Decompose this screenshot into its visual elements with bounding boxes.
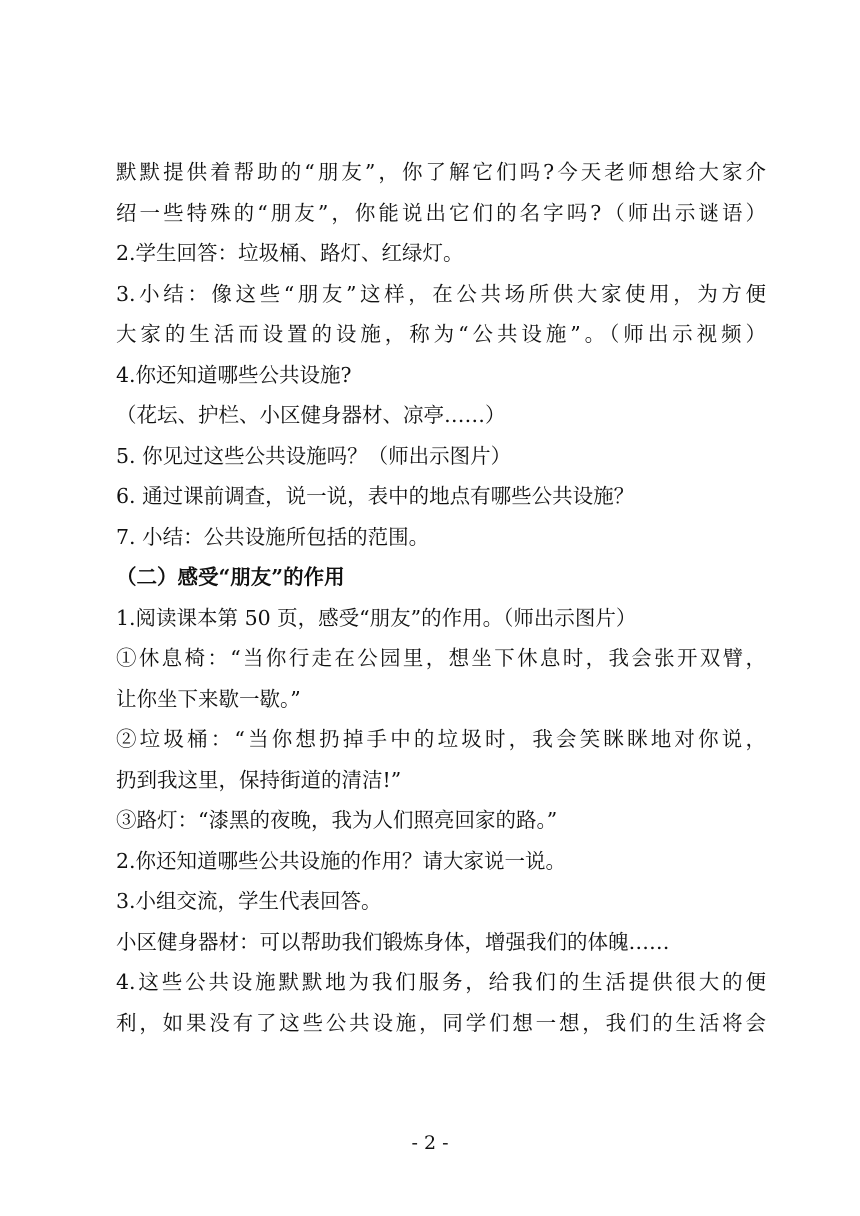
text-line: 6. 通过课前调查，说一说，表中的地点有哪些公共设施？	[116, 484, 635, 508]
text-line: 4.这些公共设施默默地为我们服务，给我们的生活提供很大的便	[116, 970, 766, 994]
text-line: 3.小组交流，学生代表回答。	[116, 889, 382, 913]
text-line: 2.你还知道哪些公共设施的作用？请大家说一说。	[116, 848, 567, 873]
text-line: 2.学生回答：垃圾桶、路灯、红绿灯。	[116, 241, 464, 265]
text-line: 绍一些特殊的“朋友”，你能说出它们的名字吗?（师出示谜语）	[116, 200, 766, 225]
text-line: 4.你还知道哪些公共设施?	[116, 362, 352, 387]
text-line: ③路灯：“漆黑的夜晚，我为人们照亮回家的路。”	[116, 808, 558, 832]
text-line: 3.小结：像这些“朋友”这样，在公共场所供大家使用，为方便	[116, 281, 766, 306]
text-line: 默默提供着帮助的“朋友”，你了解它们吗?今天老师想给大家介	[116, 160, 766, 184]
text-line: （花坛、护栏、小区健身器材、凉亭……）	[116, 403, 506, 427]
text-line: ②垃圾桶：“当你想扔掉手中的垃圾时，我会笑眯眯地对你说，	[116, 727, 766, 751]
text-line: 让你坐下来歇一歇。”	[116, 686, 301, 711]
text-line: ①休息椅：“当你行走在公园里，想坐下休息时，我会张开双臂，	[116, 646, 766, 670]
text-line: 大家的生活而设置的设施，称为“公共设施”。（师出示视频）	[116, 322, 766, 346]
section-heading: （二）感受“朋友”的作用	[116, 565, 345, 589]
text-line: 1.阅读课本第 50 页，感受“朋友”的作用。（师出示图片）	[116, 605, 637, 630]
text-line: 扔到我这里，保持街道的清洁!”	[116, 767, 402, 792]
text-line: 利，如果没有了这些公共设施，同学们想一想，我们的生活将会	[116, 1010, 766, 1035]
document-body	[116, 152, 766, 1043]
text-line: 7. 小结：公共设施所包括的范围。	[116, 524, 430, 549]
page-number: - 2 -	[411, 1132, 449, 1154]
text-line: 5. 你见过这些公共设施吗？（师出示图片）	[116, 443, 512, 468]
text-line: 小区健身器材：可以帮助我们锻炼身体，增强我们的体魄……	[116, 929, 670, 954]
